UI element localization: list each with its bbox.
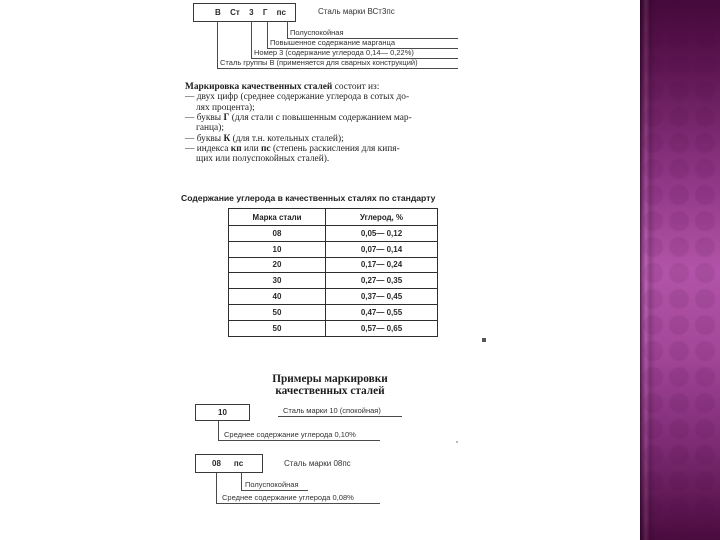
table-row (229, 320, 438, 336)
label-number3: Номер 3 (содержание углерода 0,14— 0,22%) (251, 49, 458, 59)
table-cell: 0,05— 0,12 (326, 226, 438, 242)
table-cell: 0,17— 0,24 (326, 257, 438, 273)
example1-caption: Сталь марки 10 (спокойная) (278, 407, 402, 417)
table-cell: 0,37— 0,45 (326, 289, 438, 305)
table-row (229, 304, 438, 320)
examples-title-line2: качественных сталей (275, 384, 385, 397)
example2-caption: Сталь марки 08пс (284, 459, 351, 468)
table-row (229, 226, 438, 242)
example2-grade-number: 08 (212, 459, 221, 468)
table-row (229, 273, 438, 289)
table-cell: 50 (229, 304, 326, 320)
examples-title (230, 374, 430, 397)
table-cell: 40 (229, 289, 326, 305)
grade-letter-g: Г (262, 8, 268, 17)
example1-note: Среднее содержание углерода 0,10% (218, 431, 380, 441)
table-header-cell: Углерод, % (326, 209, 438, 226)
scan-artifact (456, 441, 458, 443)
examples-title-line1: Примеры маркировки (272, 373, 388, 385)
grade-letter-3: 3 (249, 8, 254, 17)
carbon-table-body (229, 226, 438, 337)
table-row (229, 289, 438, 305)
grade-letter-st: Ст (230, 8, 240, 17)
table-title: Содержание углерода в качественных сталях по стандарту (181, 193, 436, 203)
scan-artifact (482, 338, 486, 342)
table-cell: 08 (229, 226, 326, 242)
table-cell: 20 (229, 257, 326, 273)
table-cell: 10 (229, 241, 326, 257)
label-group-v: Сталь группы В (применяется для сварных конструкций) (217, 59, 458, 69)
steel-grade-box (193, 3, 296, 22)
table-cell: 50 (229, 320, 326, 336)
label-poluspokoynaya: Полуспокойная (287, 29, 458, 39)
table-header-cell: Марка стали (229, 209, 326, 226)
example2-grade-box (195, 454, 263, 473)
carbon-table (228, 208, 438, 337)
example2-note: Среднее содержание углерода 0,08% (216, 494, 380, 504)
table-cell: 30 (229, 273, 326, 289)
table-cell: 0,47— 0,55 (326, 304, 438, 320)
table-cell: 0,57— 0,65 (326, 320, 438, 336)
paragraph: Маркировка качественных сталей состоит из: — двух цифр (среднее содержание углерода в сотых до- лях процента); — буквы Г (для стали с повышенным содержанием мар- ганца); — буквы К (для т.н. котельных сталей); — индекса кп или пс (степень раскисления для кипя- щих или полуспокойных сталей). (185, 82, 412, 165)
grade-letter-ps: пс (276, 8, 286, 17)
example2-label-poluspokoynaya: Полуспокойная (241, 481, 308, 491)
slide-background-band (640, 0, 720, 540)
label-manganese: Повышенное содержание марганца (267, 39, 458, 49)
example1-grade: 10 (218, 408, 227, 417)
steel-grade-caption: Сталь марки ВСт3пс (318, 7, 395, 16)
table-row (229, 257, 438, 273)
carbon-table-head (229, 209, 438, 226)
table-row (229, 241, 438, 257)
table-cell: 0,27— 0,35 (326, 273, 438, 289)
grade-letter-v: В (215, 8, 221, 17)
example1-grade-box (195, 404, 250, 421)
table-cell: 0,07— 0,14 (326, 241, 438, 257)
example2-grade-index: пс (233, 459, 244, 468)
